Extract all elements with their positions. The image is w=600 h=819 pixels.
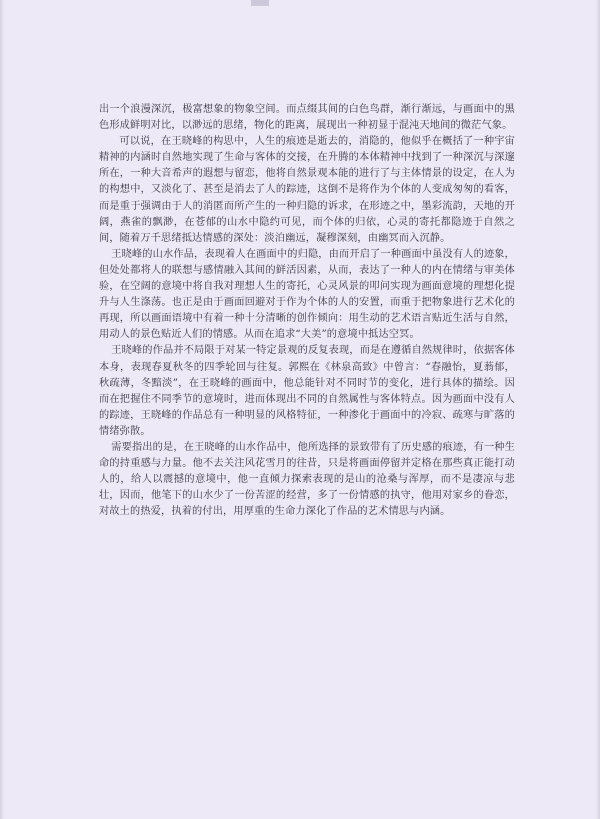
paragraph-1: 出一个浪漫深沉，极富想象的物象空间。而点缀其间的白色鸟群，渐行渐远，与画面中的黑色形成鲜明对比，以渺远的思绪，物化的距离，展现出一种初显于混沌天地间的微茫气象。 bbox=[99, 104, 515, 132]
body-text bbox=[99, 102, 515, 520]
paragraph-3: 王晓峰的山水作品，表现着人在画面中的归隐，由而开启了一种画面中虽没有人的迹象，但处处都将人的联想与感情融入其间的鲜活因素，从而，表达了一种人的内在情绪与审美体验，在空阔的意境中将自我对理想人生的寄托，心灵风景的叩问实现为画面意境的理想化提升与人生涤荡。也正是由于画面回避对于作为个体的人的安置，而重于把物象进行艺术化的再现，所以画面语境中有着一种十分清晰的创作倾向：用生动的艺术语言贴近生活与自然，用动人的景色贴近人们的情感。从而在追求“大美”的意境中抵达空冥。 bbox=[99, 248, 515, 341]
paragraph-4: 王晓峰的作品并不局限于对某一特定景观的反复表现，而是在遵循自然规律时，依据客体本身，表现春夏秋冬的四季轮回与往复。郭熙在《林泉高致》中曾言：“春融怡，夏蓊郁，秋疏薄，冬黯淡”，在王晓峰的画面中，他总能针对不同时节的变化，进行具体的描绘。因而在把握住不同季节的意境时，进而体现出不同的自然属性与客体特点。因为画面中没有人的踪迹，王晓峰的作品总有一种明显的风格特征，一种渗化于画面中的冷寂、疏寒与旷落的情绪弥散。 bbox=[99, 345, 515, 437]
page-edge-shadow-left bbox=[1, 0, 4, 819]
page-edge-shadow-right bbox=[596, 0, 599, 819]
paragraph-2: 可以说，在王晓峰的构思中，人生的痕迹是逝去的，消隐的，他似乎在概括了一种宇宙精神的内涵时自然地实现了生命与客体的交接，在升腾的本体精神中找到了一种深沉与深邃所在，一种大音希声的遐想与留恋，他将自然景观本能的进行了与主体情景的设定，在人为的构想中，又淡化了、甚至是消去了人的踪迹，这倒不是将作为个体的人变成匆匆的看客，而是重于强调由于人的消匿而所产生的一种归隐的诉求，在形迹之中，墨彩流韵，天地的开阔，燕雀的飘渺，在苍郁的山水中隐约可见，而个体的归依，心灵的寄托都隐迹于自然之间，随着万千思绪抵达情感的深处：淡泊幽远，凝穆深刻，由幽冥而入沉静。 bbox=[99, 136, 515, 244]
scan-artifact-mark bbox=[251, 0, 269, 6]
paragraph-5: 需要指出的是，在王晓峰的山水作品中，他所选择的景致带有了历史感的痕迹，有一种生命的持重感与力量。他不去关注风花雪月的往昔，只是将画面停留并定格在那些真正能打动人的，给人以震撼的意境中，他一直倾力探索表现的是山的沧桑与浑厚，而不是凄凉与悲壮，因而，他笔下的山水少了一份苦涩的经营，多了一份情感的执守，他用对家乡的眷恋，对故土的热爱，执着的付出，用厚重的生命力深化了作品的艺术情思与内涵。 bbox=[99, 441, 515, 518]
